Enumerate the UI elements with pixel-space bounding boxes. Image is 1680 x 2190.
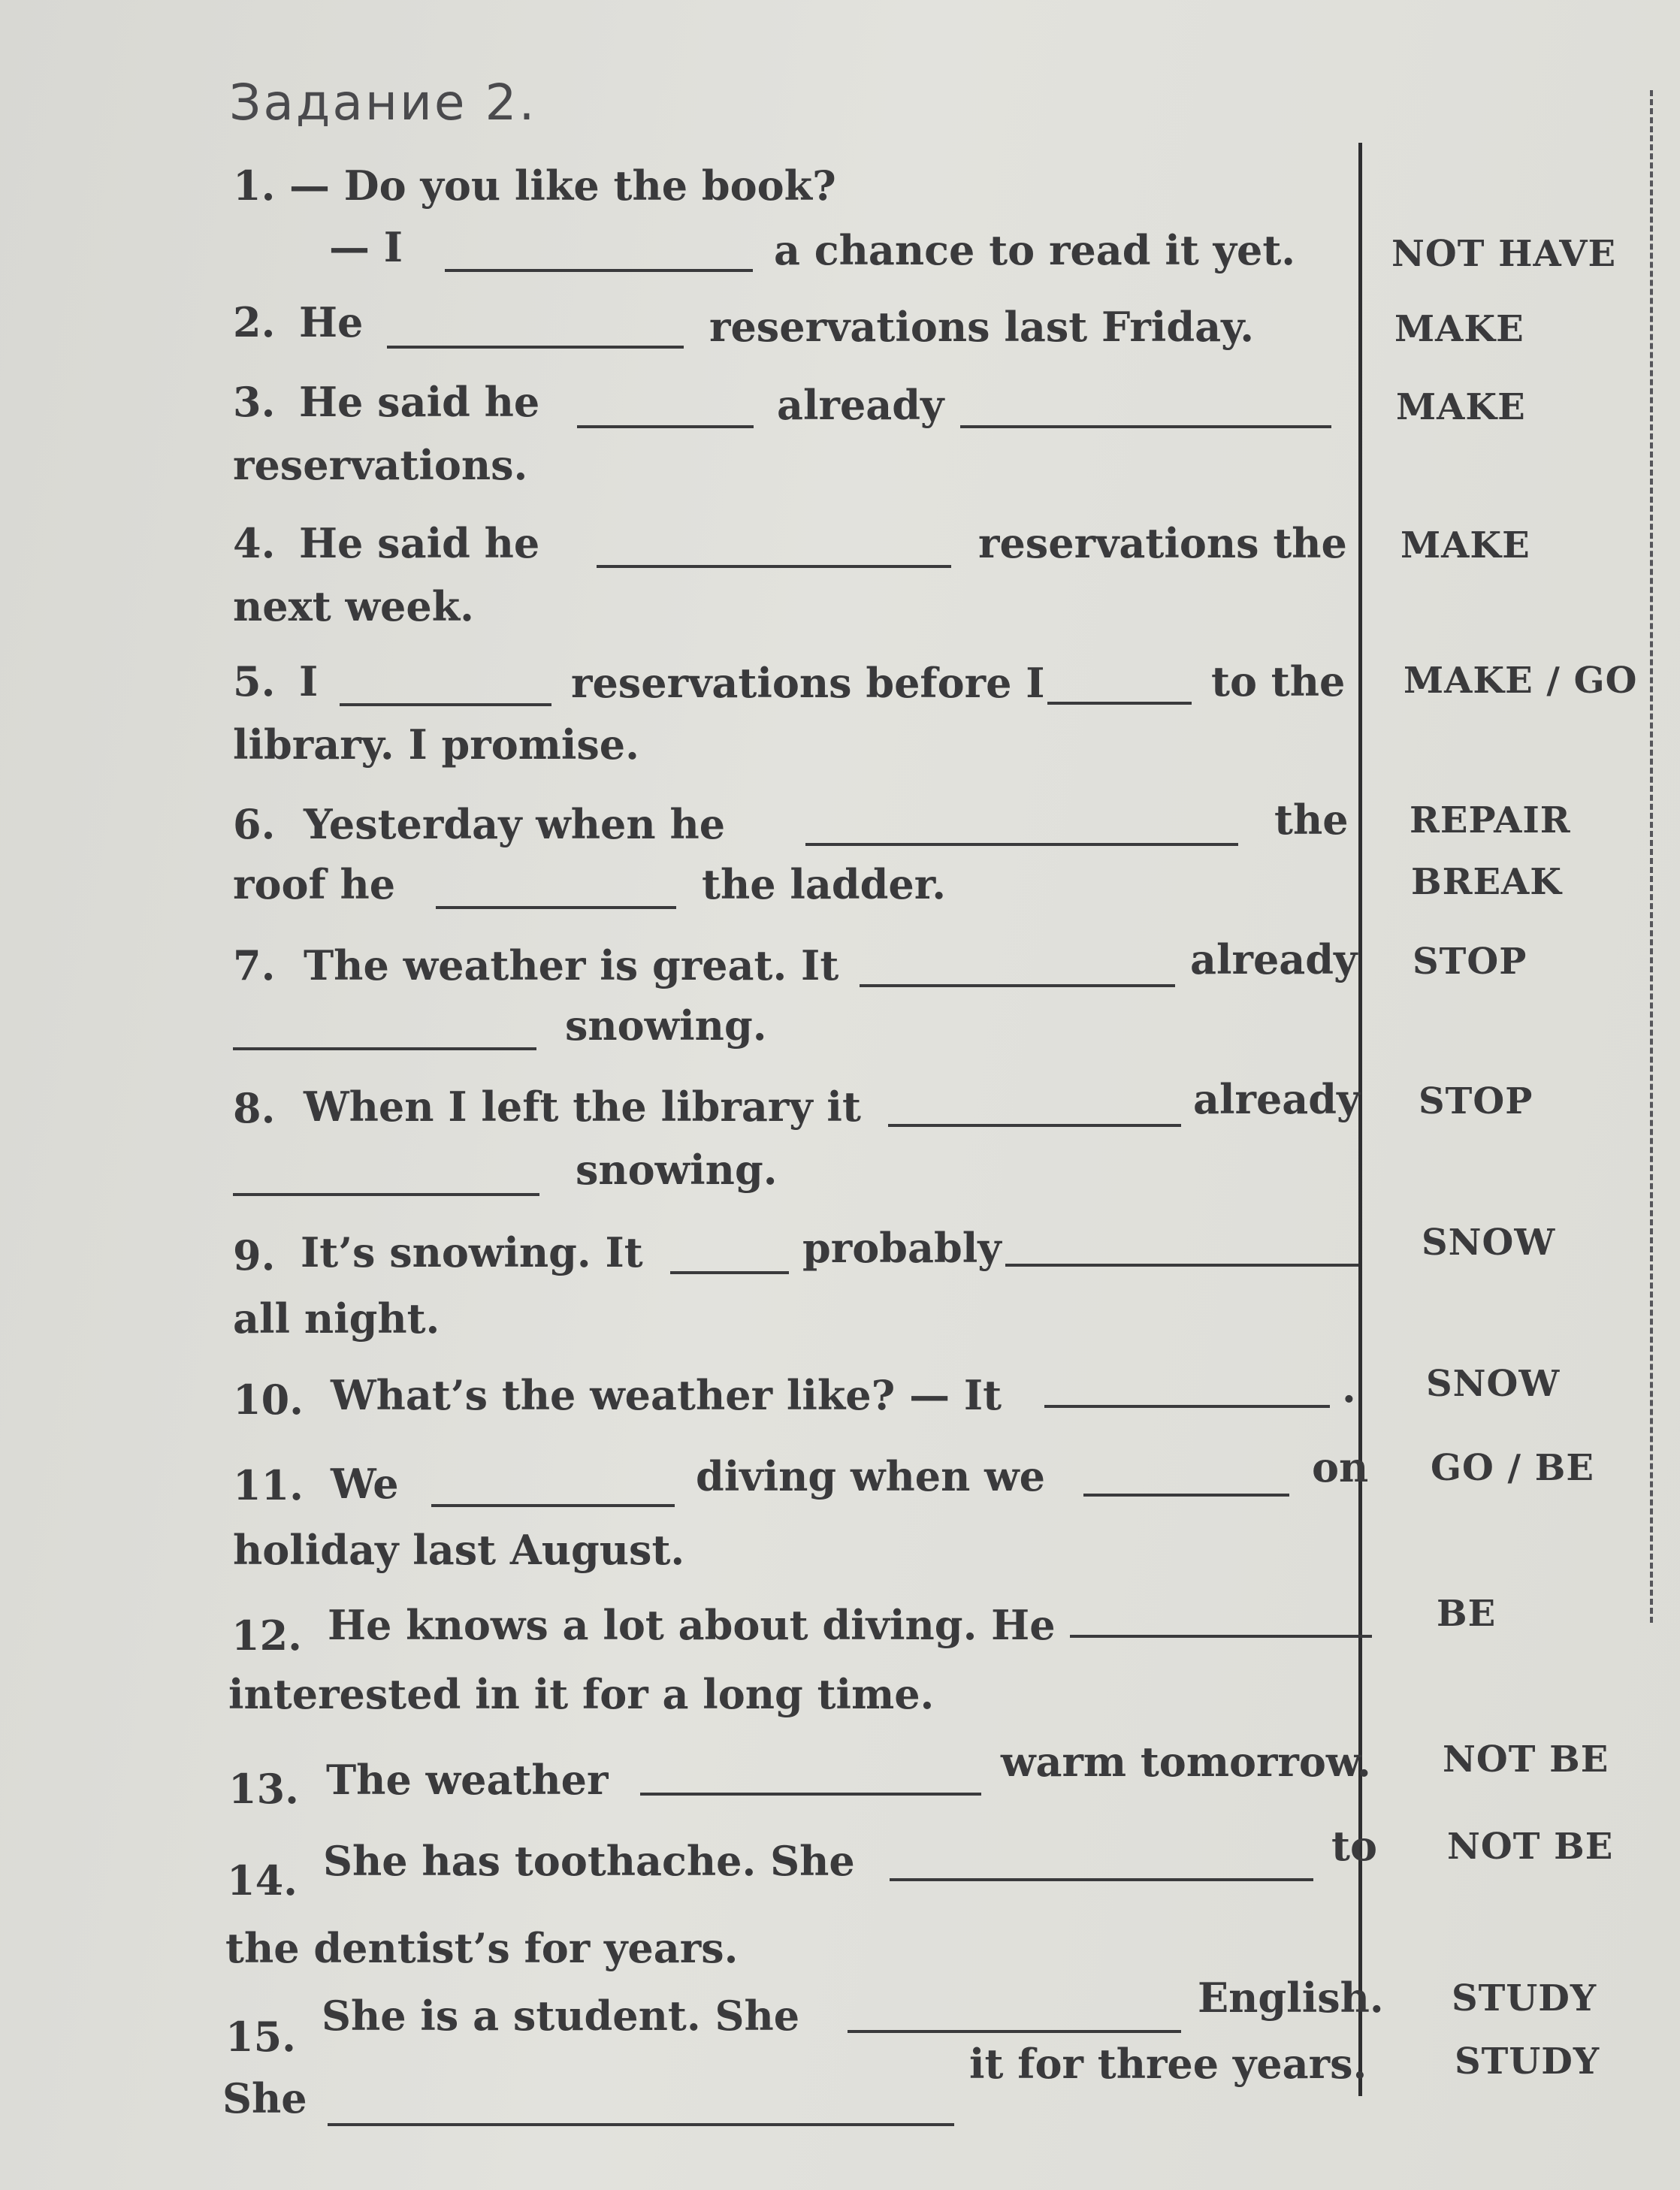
answer-blank[interactable] [890,1878,1313,1881]
answer-blank[interactable] [1070,1635,1372,1638]
item-text: the [1274,796,1349,844]
item-text: the ladder. [702,860,947,908]
verb-hint: MAKE / GO [1404,660,1638,702]
item-text: on [1312,1443,1369,1491]
item-number: 12. [231,1612,302,1660]
item-number: 1. [233,162,276,210]
item-text: it for three years. [969,2040,1367,2088]
item-text: He said he [299,378,540,426]
item-text: He said he [299,519,540,567]
item-text: He [299,298,364,346]
verb-hint: MAKE [1394,308,1524,350]
item-text: It’s snowing. It [301,1228,643,1276]
item-text: The weather [326,1756,609,1804]
item-text: She is a student. She [322,1992,800,2040]
verb-hint: SNOW [1422,1222,1556,1264]
answer-blank[interactable] [328,2123,954,2126]
item-text: We [331,1460,399,1508]
item-text: reservations the [978,519,1347,567]
answer-blank[interactable] [848,2030,1181,2033]
verb-hint: STOP [1419,1080,1533,1122]
item-number: 7. [233,941,276,989]
answer-blank[interactable] [233,1047,536,1050]
verb-hint: BREAK [1411,861,1563,903]
item-number: 4. [233,519,276,567]
item-text: snowing. [565,1001,767,1050]
item-number: 9. [233,1231,276,1279]
item-text: She [222,2074,307,2122]
answer-blank[interactable] [805,843,1238,846]
item-text: diving when we [696,1452,1045,1500]
item-text: . [1342,1364,1356,1412]
answer-blank[interactable] [233,1193,539,1196]
item-text: already [1193,1075,1361,1123]
item-number: 10. [233,1376,304,1424]
item-text: Yesterday when he [304,800,726,848]
answer-blank[interactable] [1047,702,1192,705]
item-text: What’s the weather like? — It [331,1371,1002,1419]
item-text: reservations before I [571,659,1045,707]
item-number: 14. [227,1856,298,1905]
item-number: 8. [233,1084,276,1132]
item-text: When I left the library it [304,1083,861,1131]
item-number: 3. [233,378,276,426]
verb-hint: NOT BE [1447,1826,1614,1868]
answer-blank[interactable] [860,984,1175,987]
answer-blank[interactable] [597,565,951,568]
answer-blank[interactable] [670,1271,789,1274]
verb-hint: SNOW [1426,1363,1561,1405]
item-text: to the [1211,657,1346,705]
item-text: roof he [233,860,396,908]
item-text: She has toothache. She [323,1837,855,1885]
item-text: next week. [233,582,474,630]
item-text: — I [329,223,403,271]
item-text: reservations. [233,441,528,489]
verb-hint: STUDY [1455,2040,1600,2083]
item-text: snowing. [576,1146,778,1194]
item-text: warm tomorrow. [1001,1738,1371,1786]
item-text: I [299,657,319,705]
answer-blank[interactable] [431,1504,675,1507]
answer-blank[interactable] [1083,1494,1289,1497]
verb-hint: MAKE [1396,386,1526,428]
item-number: 15. [225,2013,296,2061]
item-text: the dentist’s for years. [225,1924,739,1972]
verb-hint: BE [1437,1593,1497,1635]
verb-hint: NOT BE [1443,1738,1609,1781]
item-text: He knows a lot about diving. He [328,1601,1056,1649]
page-title: Задание 2. [229,74,537,131]
verb-hint: STUDY [1452,1977,1597,2019]
answer-blank[interactable] [445,269,753,272]
verb-hint: MAKE [1401,524,1530,566]
verb-hint: NOT HAVE [1391,233,1617,275]
item-text: all night. [233,1294,440,1343]
answer-blank[interactable] [577,425,754,428]
item-text: to [1331,1822,1377,1870]
verb-hint: STOP [1413,941,1527,983]
item-text: a chance to read it yet. [774,226,1296,274]
dashed-cut-line [1650,90,1653,1623]
verb-hint: REPAIR [1410,799,1571,841]
item-text: library. I promise. [233,720,639,769]
item-text: probably [802,1224,1002,1272]
item-number: 6. [233,800,276,848]
answer-blank[interactable] [340,703,551,706]
verb-hint: GO / BE [1431,1447,1594,1489]
answer-blank[interactable] [1005,1264,1358,1267]
item-number: 11. [233,1461,304,1509]
answer-blank[interactable] [387,346,684,349]
answer-blank[interactable] [960,425,1331,428]
item-text: The weather is great. It [304,941,839,989]
answer-blank[interactable] [640,1793,981,1796]
item-text: — Do you like the book? [289,162,836,210]
item-number: 13. [228,1765,299,1813]
item-number: 5. [233,657,276,705]
item-text: already [777,381,944,429]
item-text: English. [1198,1974,1384,2022]
item-text: holiday last August. [233,1526,685,1574]
item-text: already [1190,935,1358,983]
answer-blank[interactable] [888,1124,1181,1127]
answer-blank[interactable] [1044,1405,1330,1408]
item-text: reservations last Friday. [709,303,1255,351]
item-number: 2. [233,298,276,346]
answer-blank[interactable] [436,906,676,909]
item-text: interested in it for a long time. [228,1670,935,1718]
